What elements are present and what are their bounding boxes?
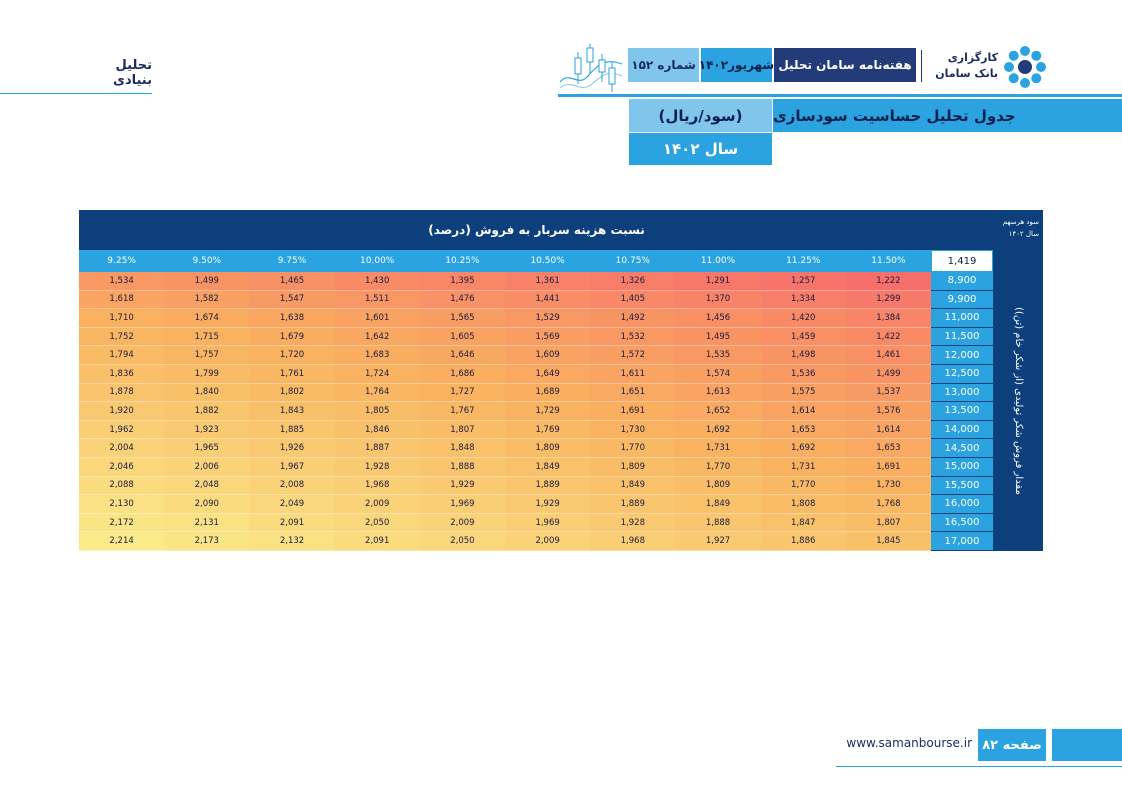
table-cell: 1,807 bbox=[846, 514, 931, 533]
table-cell: 1,926 bbox=[249, 439, 334, 458]
table-cell: 1,809 bbox=[675, 477, 760, 496]
table-row bbox=[79, 291, 931, 310]
table-row bbox=[79, 365, 931, 384]
column-header: 11.50% bbox=[871, 256, 906, 266]
table-cell: 1,492 bbox=[590, 309, 675, 328]
column-header: 10.75% bbox=[615, 256, 650, 266]
table-cell: 1,878 bbox=[79, 384, 164, 403]
row-axis-text: مقدار فروش شکر تولیدی (از شکر خام (تن)) bbox=[1013, 306, 1024, 495]
table-cell: 1,534 bbox=[79, 272, 164, 291]
table-cell: 2,172 bbox=[79, 514, 164, 533]
table-cell: 1,968 bbox=[335, 477, 420, 496]
volume-cell: 12,500 bbox=[931, 365, 993, 384]
table-cell: 1,614 bbox=[846, 421, 931, 440]
table-cell: 1,547 bbox=[249, 291, 334, 310]
table-cell: 1,969 bbox=[505, 514, 590, 533]
column-header: 11.00% bbox=[700, 256, 736, 266]
table-cell: 1,768 bbox=[846, 495, 931, 514]
table-cell: 1,840 bbox=[164, 384, 249, 403]
table-cell: 1,808 bbox=[761, 495, 846, 514]
table-cell: 1,499 bbox=[846, 365, 931, 384]
table-cell: 1,642 bbox=[335, 328, 420, 347]
table-cell: 2,049 bbox=[249, 495, 334, 514]
table-cell: 1,532 bbox=[590, 328, 675, 347]
column-header: 9.25% bbox=[107, 256, 136, 266]
table-cell: 1,683 bbox=[335, 346, 420, 365]
table-cell: 1,849 bbox=[590, 477, 675, 496]
table-cell: 1,770 bbox=[590, 439, 675, 458]
table-cell: 2,050 bbox=[335, 514, 420, 533]
table-cell: 1,849 bbox=[505, 458, 590, 477]
volume-cell: 14,500 bbox=[931, 439, 993, 458]
table-cell: 1,724 bbox=[335, 365, 420, 384]
table-cell: 1,569 bbox=[505, 328, 590, 347]
table-cell: 1,441 bbox=[505, 291, 590, 310]
table-cell: 1,809 bbox=[505, 439, 590, 458]
candlestick-chart-icon bbox=[558, 40, 624, 98]
table-cell: 1,731 bbox=[675, 439, 760, 458]
table-cell: 1,605 bbox=[420, 328, 505, 347]
table-cell: 1,535 bbox=[675, 346, 760, 365]
volume-cell: 11,500 bbox=[931, 328, 993, 347]
table-cell: 1,536 bbox=[761, 365, 846, 384]
table-cell: 1,499 bbox=[164, 272, 249, 291]
table-main-title: جدول تحلیل حساسیت سودسازی bbox=[773, 99, 1122, 132]
table-cell: 1,384 bbox=[846, 309, 931, 328]
footer-rule bbox=[836, 766, 1122, 767]
table-row bbox=[79, 402, 931, 421]
volume-cell: 14,000 bbox=[931, 421, 993, 440]
table-cell: 1,928 bbox=[335, 458, 420, 477]
table-cell: 1,638 bbox=[249, 309, 334, 328]
table-row bbox=[79, 384, 931, 403]
table-cell: 1,618 bbox=[79, 291, 164, 310]
table-cell: 1,614 bbox=[761, 402, 846, 421]
table-cell: 2,046 bbox=[79, 458, 164, 477]
table-cell: 1,582 bbox=[164, 291, 249, 310]
table-cell: 1,476 bbox=[420, 291, 505, 310]
table-cell: 2,088 bbox=[79, 477, 164, 496]
table-cell: 1,326 bbox=[590, 272, 675, 291]
table-row bbox=[79, 346, 931, 365]
table-cell: 1,495 bbox=[675, 328, 760, 347]
table-cell: 1,882 bbox=[164, 402, 249, 421]
table-cell: 1,888 bbox=[420, 458, 505, 477]
table-cell: 1,845 bbox=[846, 532, 931, 551]
table-unit-label: (سود/ریال) bbox=[629, 99, 772, 132]
table-row bbox=[79, 272, 931, 291]
table-cell: 2,214 bbox=[79, 532, 164, 551]
table-cell: 1,770 bbox=[761, 477, 846, 496]
table-cell: 1,649 bbox=[505, 365, 590, 384]
table-cell: 1,928 bbox=[590, 514, 675, 533]
publication-title: هفته‌نامه سامان تحلیل bbox=[774, 48, 916, 82]
table-row bbox=[79, 477, 931, 496]
column-header: 10.00% bbox=[360, 256, 395, 266]
table-cell: 1,769 bbox=[505, 421, 590, 440]
table-cell: 1,720 bbox=[249, 346, 334, 365]
table-cell: 1,601 bbox=[335, 309, 420, 328]
volume-cell: 15,500 bbox=[931, 477, 993, 496]
table-cell: 2,131 bbox=[164, 514, 249, 533]
table-cell: 1,653 bbox=[846, 439, 931, 458]
table-row bbox=[79, 309, 931, 328]
table-cell: 1,967 bbox=[249, 458, 334, 477]
table-cell: 1,846 bbox=[335, 421, 420, 440]
table-cell: 1,572 bbox=[590, 346, 675, 365]
table-row bbox=[79, 495, 931, 514]
table-cell: 2,050 bbox=[420, 532, 505, 551]
table-cell: 1,715 bbox=[164, 328, 249, 347]
table-cell: 1,692 bbox=[675, 421, 760, 440]
table-cell: 1,222 bbox=[846, 272, 931, 291]
table-cell: 1,836 bbox=[79, 365, 164, 384]
corner-line-2: سال ۱۴۰۲ bbox=[1008, 230, 1039, 238]
volume-cell: 8,900 bbox=[931, 272, 993, 291]
brand-name bbox=[928, 50, 998, 82]
volume-cell: 16,000 bbox=[931, 495, 993, 514]
table-cell: 1,646 bbox=[420, 346, 505, 365]
table-cell: 1,731 bbox=[761, 458, 846, 477]
table-cell: 1,299 bbox=[846, 291, 931, 310]
table-cell: 1,465 bbox=[249, 272, 334, 291]
table-cell: 1,674 bbox=[164, 309, 249, 328]
table-row bbox=[79, 328, 931, 347]
table-cell: 1,885 bbox=[249, 421, 334, 440]
table-cell: 1,927 bbox=[675, 532, 760, 551]
table-cell: 2,091 bbox=[249, 514, 334, 533]
table-cell: 2,132 bbox=[249, 532, 334, 551]
table-cell: 1,498 bbox=[761, 346, 846, 365]
brand-line-1: کارگزاری bbox=[947, 51, 998, 64]
table-cell: 1,691 bbox=[590, 402, 675, 421]
table-cell: 1,848 bbox=[420, 439, 505, 458]
website-link[interactable]: www.samanbourse.ir bbox=[846, 736, 972, 750]
volume-cell: 15,000 bbox=[931, 458, 993, 477]
issue-month: شهریور۱۴۰۲ bbox=[701, 48, 772, 82]
table-cell: 1,923 bbox=[164, 421, 249, 440]
table-cell: 1,370 bbox=[675, 291, 760, 310]
table-cell: 1,652 bbox=[675, 402, 760, 421]
volume-cell: 9,900 bbox=[931, 291, 993, 310]
table-cell: 1,794 bbox=[79, 346, 164, 365]
table-cell: 1,730 bbox=[846, 477, 931, 496]
table-cell: 1,849 bbox=[675, 495, 760, 514]
table-cell: 2,004 bbox=[79, 439, 164, 458]
table-cell: 1,770 bbox=[675, 458, 760, 477]
table-cell: 1,799 bbox=[164, 365, 249, 384]
table-cell: 1,651 bbox=[590, 384, 675, 403]
table-cell: 1,575 bbox=[761, 384, 846, 403]
table-body bbox=[79, 272, 931, 551]
column-header-row bbox=[79, 250, 931, 272]
table-cell: 1,689 bbox=[505, 384, 590, 403]
table-cell: 2,009 bbox=[505, 532, 590, 551]
brand-line-2: بانک سامان bbox=[935, 67, 998, 80]
table-cell: 1,805 bbox=[335, 402, 420, 421]
table-cell: 1,889 bbox=[590, 495, 675, 514]
table-cell: 1,757 bbox=[164, 346, 249, 365]
table-row bbox=[79, 458, 931, 477]
column-header: 10.50% bbox=[530, 256, 565, 266]
volume-cell: 17,000 bbox=[931, 532, 993, 551]
table-cell: 1,420 bbox=[761, 309, 846, 328]
table-cell: 2,173 bbox=[164, 532, 249, 551]
table-cell: 2,090 bbox=[164, 495, 249, 514]
volume-column bbox=[931, 272, 993, 551]
sensitivity-table bbox=[79, 210, 1043, 551]
table-cell: 1,729 bbox=[505, 402, 590, 421]
page-number: صفحه ۸۲ bbox=[978, 729, 1046, 761]
table-cell: 1,686 bbox=[420, 365, 505, 384]
table-cell: 1,761 bbox=[249, 365, 334, 384]
table-cell: 1,809 bbox=[590, 458, 675, 477]
table-cell: 2,130 bbox=[79, 495, 164, 514]
table-cell: 1,565 bbox=[420, 309, 505, 328]
table-header-title: نسبت هزینه سربار به فروش (درصد) bbox=[428, 223, 645, 237]
column-header: 11.25% bbox=[786, 256, 821, 266]
table-cell: 1,710 bbox=[79, 309, 164, 328]
table-cell: 1,887 bbox=[335, 439, 420, 458]
table-cell: 1,752 bbox=[79, 328, 164, 347]
table-cell: 2,006 bbox=[164, 458, 249, 477]
volume-cell: 13,000 bbox=[931, 384, 993, 403]
table-cell: 1,727 bbox=[420, 384, 505, 403]
table-cell: 1,920 bbox=[79, 402, 164, 421]
table-cell: 2,048 bbox=[164, 477, 249, 496]
table-cell: 1,691 bbox=[846, 458, 931, 477]
table-cell: 1,537 bbox=[846, 384, 931, 403]
header-left-rule bbox=[0, 93, 152, 94]
table-cell: 1,969 bbox=[420, 495, 505, 514]
table-cell: 1,361 bbox=[505, 272, 590, 291]
table-cell: 1,461 bbox=[846, 346, 931, 365]
table-corner-label bbox=[994, 210, 1043, 248]
issue-number: شماره ۱۵۲ bbox=[628, 48, 699, 82]
table-cell: 2,008 bbox=[249, 477, 334, 496]
table-cell: 1,929 bbox=[505, 495, 590, 514]
table-cell: 1,962 bbox=[79, 421, 164, 440]
table-row bbox=[79, 514, 931, 533]
table-row bbox=[79, 439, 931, 458]
table-cell: 1,609 bbox=[505, 346, 590, 365]
table-cell: 1,692 bbox=[761, 439, 846, 458]
table-cell: 1,888 bbox=[675, 514, 760, 533]
volume-cell: 11,000 bbox=[931, 309, 993, 328]
table-cell: 1,529 bbox=[505, 309, 590, 328]
table-cell: 1,968 bbox=[590, 532, 675, 551]
table-cell: 1,430 bbox=[335, 272, 420, 291]
table-cell: 1,653 bbox=[761, 421, 846, 440]
saman-logo-icon bbox=[1002, 44, 1048, 90]
table-cell: 1,395 bbox=[420, 272, 505, 291]
table-cell: 1,807 bbox=[420, 421, 505, 440]
table-cell: 1,334 bbox=[761, 291, 846, 310]
column-header: 9.75% bbox=[277, 256, 307, 266]
table-cell: 1,929 bbox=[420, 477, 505, 496]
base-eps-cell: 1,419 bbox=[931, 250, 993, 272]
volume-cell: 13,500 bbox=[931, 402, 993, 421]
table-cell: 1,511 bbox=[335, 291, 420, 310]
corner-line-1: سود هرسهم bbox=[1002, 218, 1039, 226]
table-cell: 2,009 bbox=[420, 514, 505, 533]
table-cell: 2,091 bbox=[335, 532, 420, 551]
column-header: 9.50% bbox=[192, 256, 222, 266]
volume-cell: 16,500 bbox=[931, 514, 993, 533]
table-cell: 1,886 bbox=[761, 532, 846, 551]
table-cell: 1,764 bbox=[335, 384, 420, 403]
table-cell: 1,767 bbox=[420, 402, 505, 421]
table-year-label: سال ۱۴۰۲ bbox=[629, 133, 772, 165]
table-cell: 1,291 bbox=[675, 272, 760, 291]
volume-cell: 12,000 bbox=[931, 346, 993, 365]
table-cell: 1,459 bbox=[761, 328, 846, 347]
table-cell: 1,257 bbox=[761, 272, 846, 291]
table-cell: 1,613 bbox=[675, 384, 760, 403]
table-cell: 1,422 bbox=[846, 328, 931, 347]
table-cell: 1,576 bbox=[846, 402, 931, 421]
row-axis-label bbox=[994, 250, 1043, 551]
table-cell: 1,456 bbox=[675, 309, 760, 328]
column-header: 10.25% bbox=[445, 256, 480, 266]
table-cell: 1,405 bbox=[590, 291, 675, 310]
table-cell: 1,965 bbox=[164, 439, 249, 458]
table-cell: 1,679 bbox=[249, 328, 334, 347]
table-cell: 1,847 bbox=[761, 514, 846, 533]
header-rule bbox=[558, 94, 1122, 97]
brand-divider bbox=[921, 50, 922, 82]
footer-accent-block bbox=[1052, 729, 1122, 761]
table-cell: 1,843 bbox=[249, 402, 334, 421]
table-cell: 1,574 bbox=[675, 365, 760, 384]
table-cell: 1,730 bbox=[590, 421, 675, 440]
table-cell: 1,889 bbox=[505, 477, 590, 496]
table-cell: 1,802 bbox=[249, 384, 334, 403]
table-row bbox=[79, 532, 931, 551]
table-cell: 1,611 bbox=[590, 365, 675, 384]
table-row bbox=[79, 421, 931, 440]
table-cell: 2,009 bbox=[335, 495, 420, 514]
section-label: تحلیل بنیادی bbox=[113, 58, 152, 88]
